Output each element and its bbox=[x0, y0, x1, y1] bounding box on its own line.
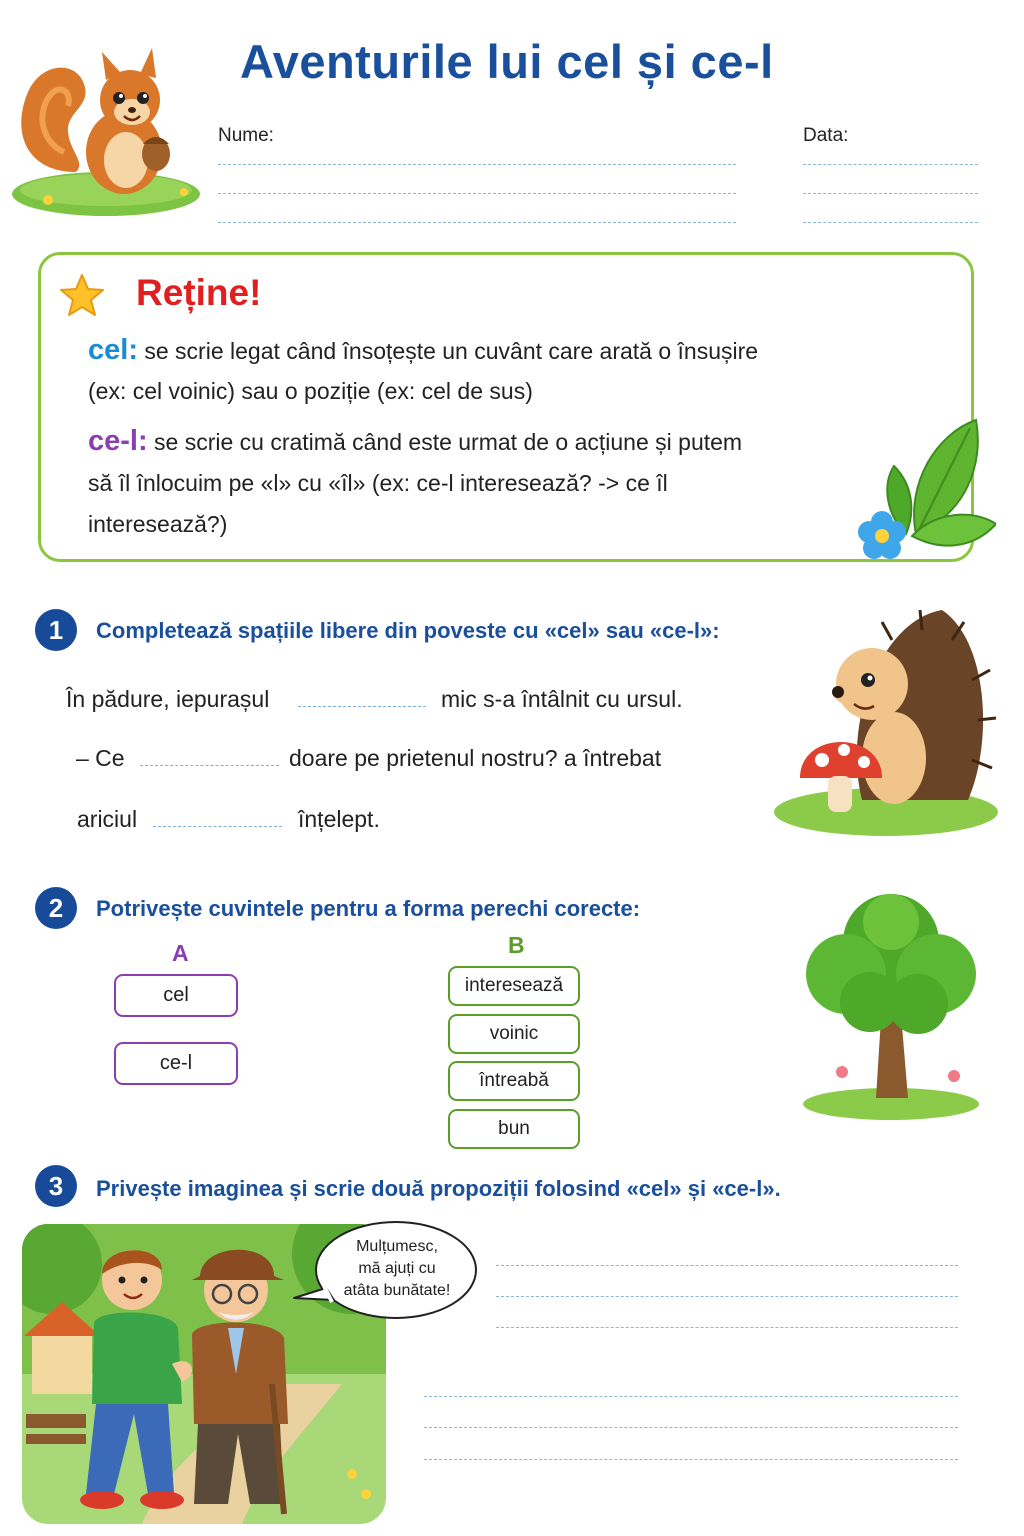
date-line[interactable] bbox=[803, 164, 978, 165]
writing-line[interactable] bbox=[424, 1396, 958, 1397]
column-a-item[interactable]: ce-l bbox=[114, 1042, 238, 1085]
speech-bubble-text bbox=[322, 1236, 472, 1302]
column-b-item[interactable]: voinic bbox=[448, 1014, 580, 1054]
column-a-heading: A bbox=[172, 940, 189, 966]
keyword-ce-l: ce-l: bbox=[88, 425, 148, 457]
rule-cel-line2: (ex: cel voinic) sau o poziție (ex: cel de sus) bbox=[88, 378, 533, 404]
name-line[interactable] bbox=[218, 164, 736, 165]
blank-1[interactable] bbox=[298, 706, 426, 707]
column-a-item[interactable]: cel bbox=[114, 974, 238, 1017]
story-line2-end: doare pe prietenul nostru? a întrebat bbox=[289, 745, 662, 771]
tree-illustration bbox=[798, 882, 984, 1122]
writing-line[interactable] bbox=[496, 1265, 958, 1266]
rule-ce-l-line3: interesează?) bbox=[88, 511, 228, 537]
story-line2-start: – Ce bbox=[76, 745, 125, 771]
exercise-3-instruction: Privește imaginea și scrie două propoziții folosind «cel» și «ce-l». bbox=[96, 1176, 781, 1201]
squirrel-illustration bbox=[6, 22, 202, 218]
exercise-2-instruction: Potrivește cuvintele pentru a forma perechi corecte: bbox=[96, 896, 641, 921]
exercise-3-number: 3 bbox=[35, 1165, 77, 1207]
speech-line: mă ajuți cu bbox=[358, 1260, 436, 1277]
hedgehog-illustration bbox=[772, 600, 1000, 840]
speech-line: atâta bunătate! bbox=[343, 1282, 451, 1299]
rule-cel bbox=[88, 330, 888, 411]
rule-ce-l bbox=[88, 421, 868, 545]
rule-cel-line1: se scrie legat când însoțește un cuvânt care arată o însușire bbox=[144, 338, 759, 364]
blank-2[interactable] bbox=[140, 765, 279, 766]
speech-line: Mulțumesc, bbox=[356, 1238, 438, 1255]
writing-line[interactable] bbox=[424, 1459, 958, 1460]
remember-title: Reține! bbox=[136, 272, 262, 313]
leaves-flower-illustration bbox=[846, 414, 996, 574]
writing-line[interactable] bbox=[496, 1327, 958, 1328]
story-line3-start: ariciul bbox=[77, 806, 138, 832]
name-label: Nume: bbox=[218, 125, 274, 146]
story-line1-end: mic s-a întâlnit cu ursul. bbox=[441, 686, 683, 712]
rule-ce-l-line2: să îl înlocuim pe «l» cu «îl» (ex: ce-l interesează? -> ce îl bbox=[88, 470, 668, 496]
column-b-heading: B bbox=[508, 932, 525, 958]
name-line[interactable] bbox=[218, 222, 736, 223]
date-line[interactable] bbox=[803, 222, 978, 223]
column-b-item[interactable]: interesează bbox=[448, 966, 580, 1006]
writing-line[interactable] bbox=[496, 1296, 958, 1297]
column-b-item[interactable]: bun bbox=[448, 1109, 580, 1149]
column-b-item[interactable]: întreabă bbox=[448, 1061, 580, 1101]
rule-ce-l-line1: se scrie cu cratimă când este urmat de o acțiune și putem bbox=[154, 429, 743, 455]
keyword-cel: cel: bbox=[88, 334, 138, 366]
story-line1-start: În pădure, iepurașul bbox=[66, 686, 270, 712]
date-line[interactable] bbox=[803, 193, 978, 194]
date-label: Data: bbox=[803, 125, 849, 146]
star-icon bbox=[58, 272, 106, 320]
exercise-1-instruction: Completează spațiile libere din poveste cu «cel» sau «ce-l»: bbox=[96, 618, 720, 643]
writing-line[interactable] bbox=[424, 1427, 958, 1428]
name-line[interactable] bbox=[218, 193, 736, 194]
exercise-2-number: 2 bbox=[35, 887, 77, 929]
blank-3[interactable] bbox=[153, 826, 282, 827]
story-line3-end: înțelept. bbox=[298, 806, 380, 832]
exercise-1-number: 1 bbox=[35, 609, 77, 651]
page-title: Aventurile lui cel și ce-l bbox=[240, 35, 774, 88]
